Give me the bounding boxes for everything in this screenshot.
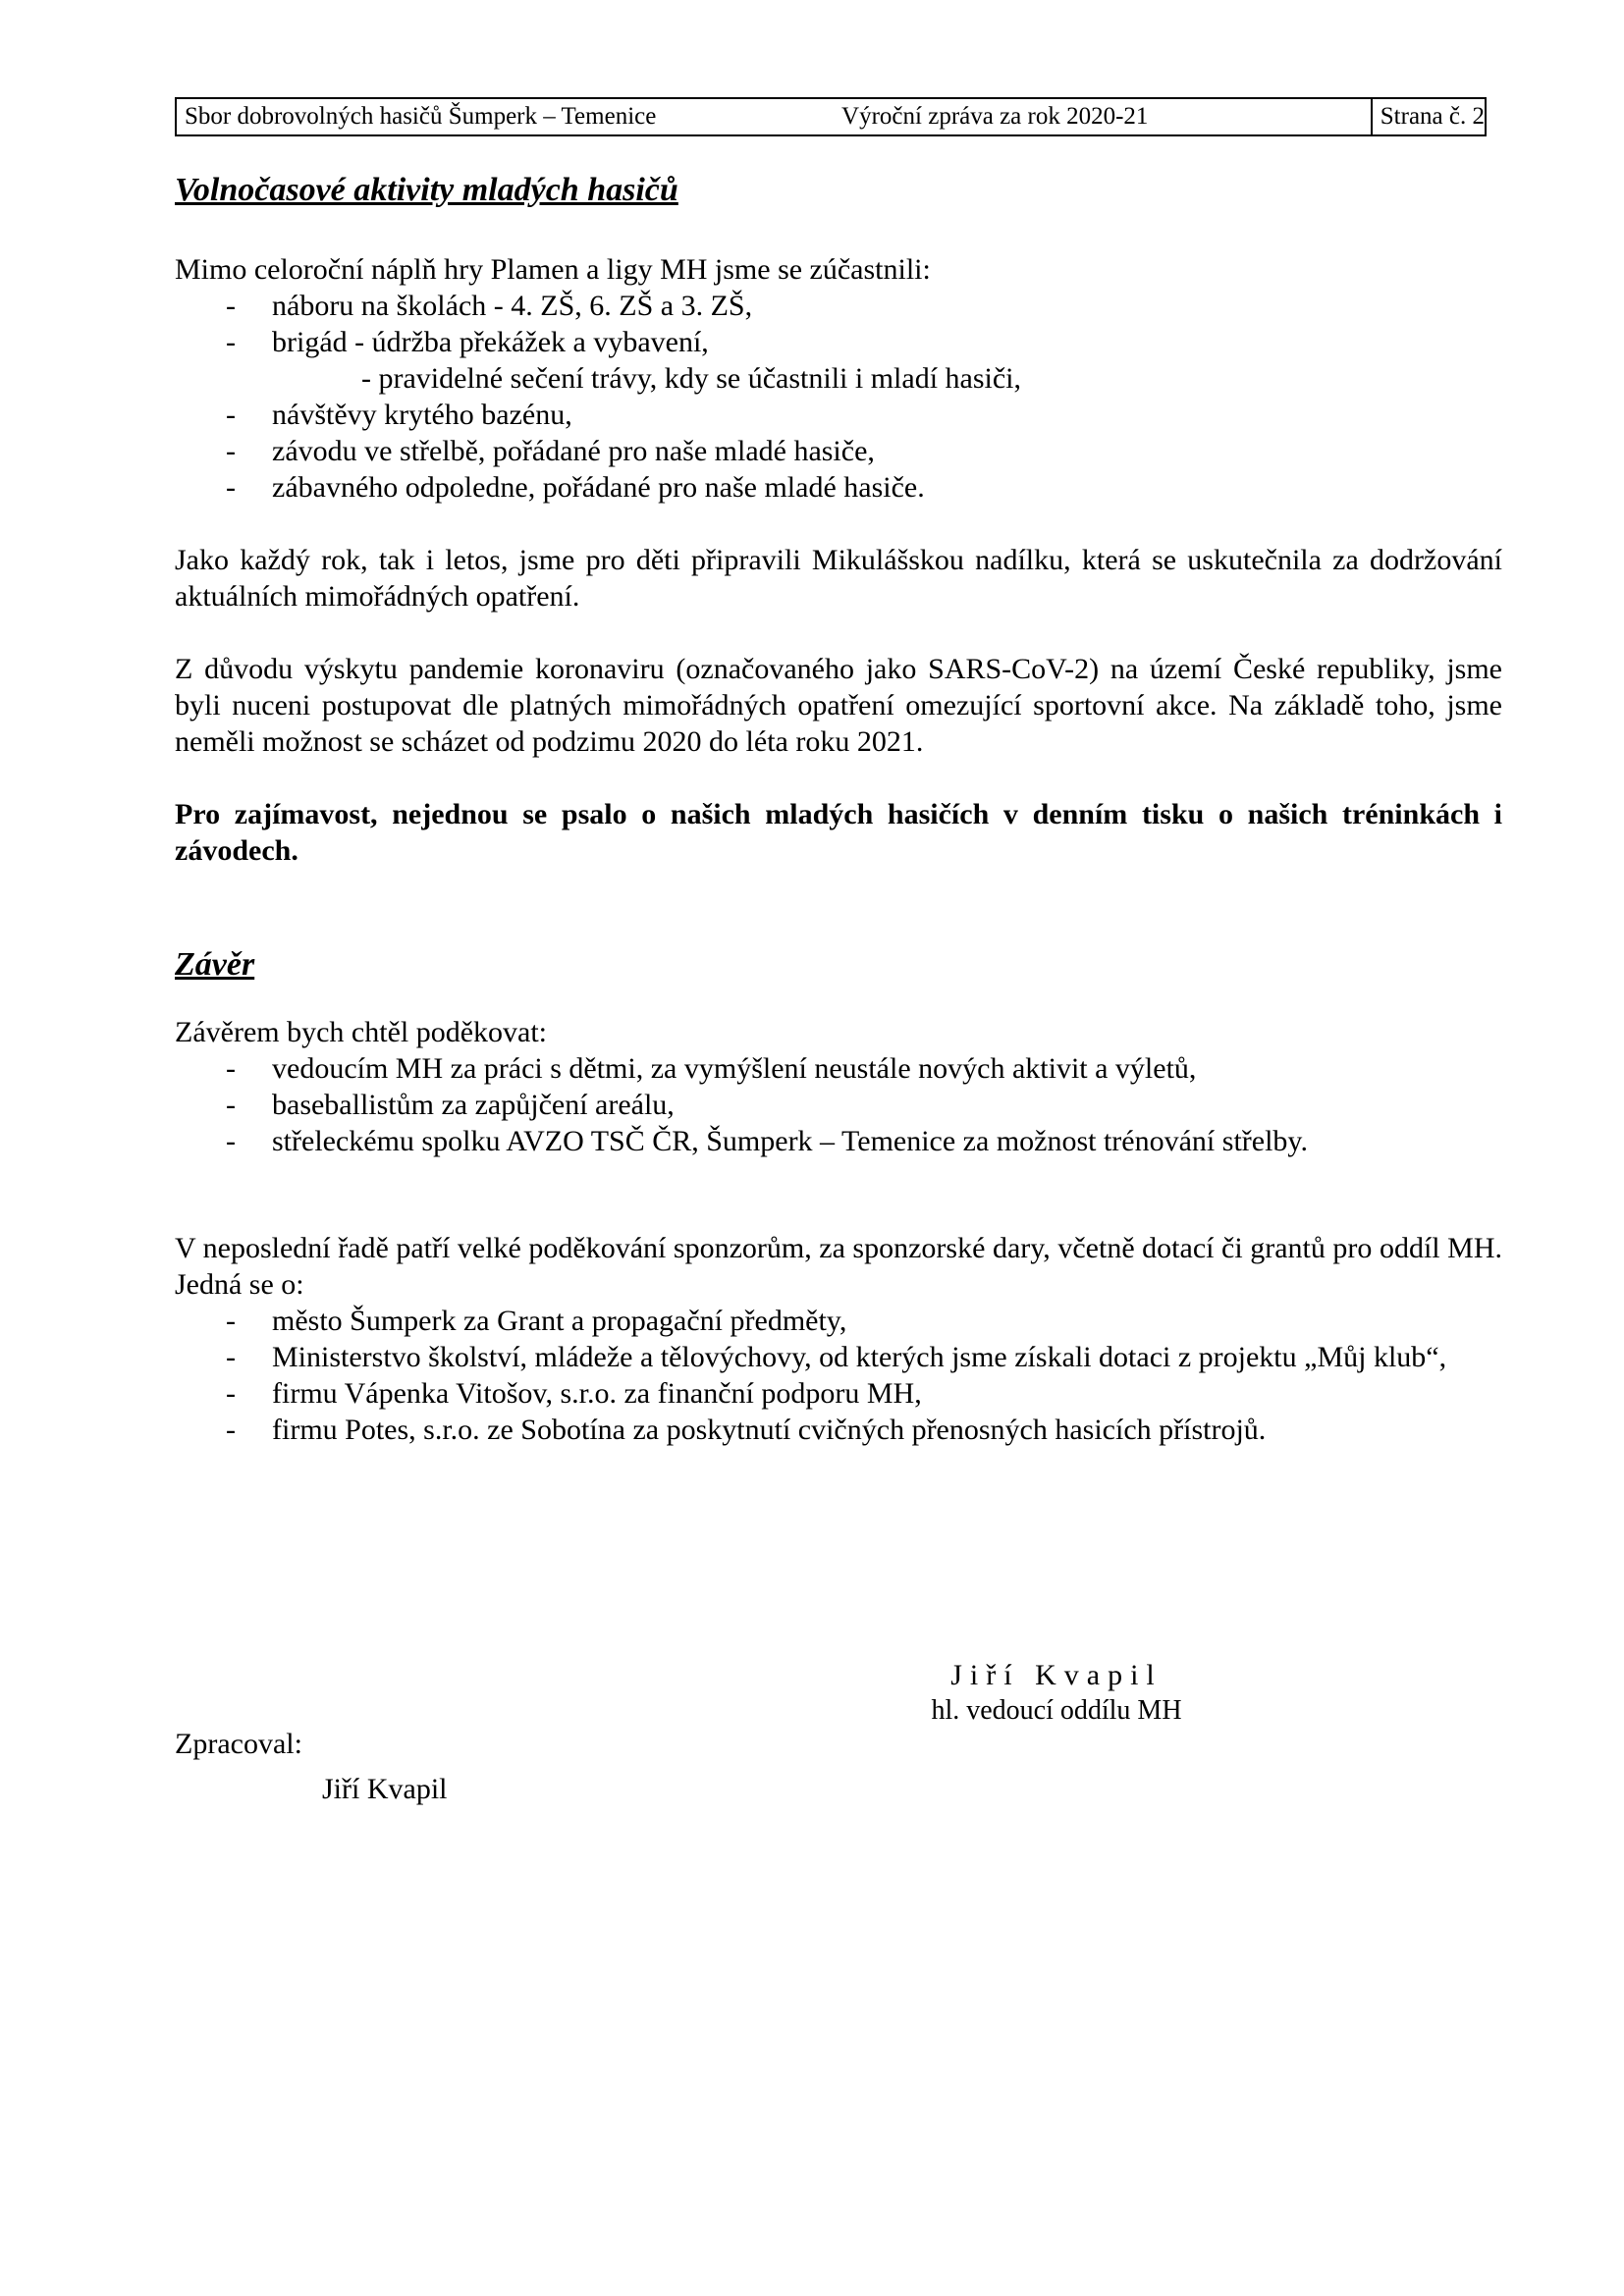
conclusion-intro: Závěrem bych chtěl poděkovat: [175,1016,548,1048]
paragraph-pandemic: Z důvodu výskytu pandemie koronaviru (označovaného jako SARS-CoV-2) na území České republiky, jsme byli nuceni postupovat dle platných mimořádných opatření omezující sportovní akce. Na základě toho, jsme neměli možnost se scházet od podzimu 2020 do léta roku 2021. [175,653,1502,758]
page-header [175,97,1487,136]
list-item: - firmu Vápenka Vitošov, s.r.o. za finanční podporu MH, [226,1377,922,1410]
list-item: - vedoucím MH za práci s dětmi, za vymýšlení neustále nových aktivit a výletů, [226,1052,1197,1085]
dash-mark: - [226,1089,236,1121]
dash-mark: - [226,1125,236,1157]
prepared-label: Zpracoval: [175,1728,302,1760]
dash-mark: - [226,1414,236,1446]
activities-list [175,288,1502,506]
header-page-number: Strana č. 2 [1380,103,1485,130]
document-body [175,169,1502,1448]
prepared-by [175,1726,448,1807]
list-item: - Ministerstvo školství, mládeže a tělovýchovy, od kterých jsme získali dotaci z projektu „Můj klub“, [226,1341,1447,1373]
signature-name: Jiří Kvapil [950,1659,1163,1691]
section-title-activities: Volnočasové aktivity mladých hasičů [175,172,678,208]
paragraph-press: Pro zajímavost, nejednou se psalo o našich mladých hasičích v denním tisku o našich tréninkách i závodech. [175,798,1502,867]
sponsors-list [175,1303,1502,1448]
list-item: - návštěvy krytého bazénu, [226,399,572,431]
activities-intro: Mimo celoroční náplň hry Plamen a ligy MH jsme se zúčastnili: [175,253,931,286]
list-item: - brigád - údržba překážek a vybavení, [226,326,709,358]
list-item: - náboru na školách - 4. ZŠ, 6. ZŠ a 3. ZŠ, [226,290,753,322]
list-item: - firmu Potes, s.r.o. ze Sobotína za poskytnutí cvičných přenosných hasicích přístrojů. [226,1414,1267,1446]
sponsors-intro: V neposlední řadě patří velké poděkování sponzorům, za sponzorské dary, včetně dotací či grantů pro oddíl MH. Jedná se o: [175,1232,1502,1301]
signature-block [909,1658,1204,1729]
list-item: - závodu ve střelbě, pořádané pro naše mladé hasiče, [226,435,875,467]
dash-mark: - [226,1052,236,1085]
list-item: - baseballistům za zapůjčení areálu, [226,1089,675,1121]
dash-mark: - [226,399,236,431]
dash-mark: - [226,435,236,467]
prepared-name: Jiří Kvapil [322,1773,448,1805]
dash-mark: - [226,1377,236,1410]
dash-mark: - [226,1305,236,1337]
paragraph-mikulas: Jako každý rok, tak i letos, jsme pro děti připravili Mikulášskou nadílku, která se uskutečnila za dodržování aktuálních mimořádných opatření. [175,544,1502,613]
thanks-list [175,1050,1502,1159]
signature-role: hl. vedoucí oddílu MH [931,1695,1182,1726]
dash-mark: - [226,1341,236,1373]
dash-mark: - [226,326,236,358]
list-item: - střeleckému spolku AVZO TSČ ČR, Šumperk – Temenice za možnost trénování střelby. [226,1125,1308,1157]
header-organization: Sbor dobrovolných hasičů Šumperk – Temenice [185,103,657,130]
dash-mark: - [226,290,236,322]
list-item: - zábavného odpoledne, pořádané pro naše mladé hasiče. [226,471,925,504]
section-title-conclusion: Závěr [175,946,255,983]
dash-mark: - [226,471,236,504]
list-subitem: - pravidelné sečení trávy, kdy se účastnili i mladí hasiči, [361,362,1022,395]
list-item: - město Šumperk za Grant a propagační předměty, [226,1305,847,1337]
header-report-title: Výroční zpráva za rok 2020-21 [841,99,1373,134]
